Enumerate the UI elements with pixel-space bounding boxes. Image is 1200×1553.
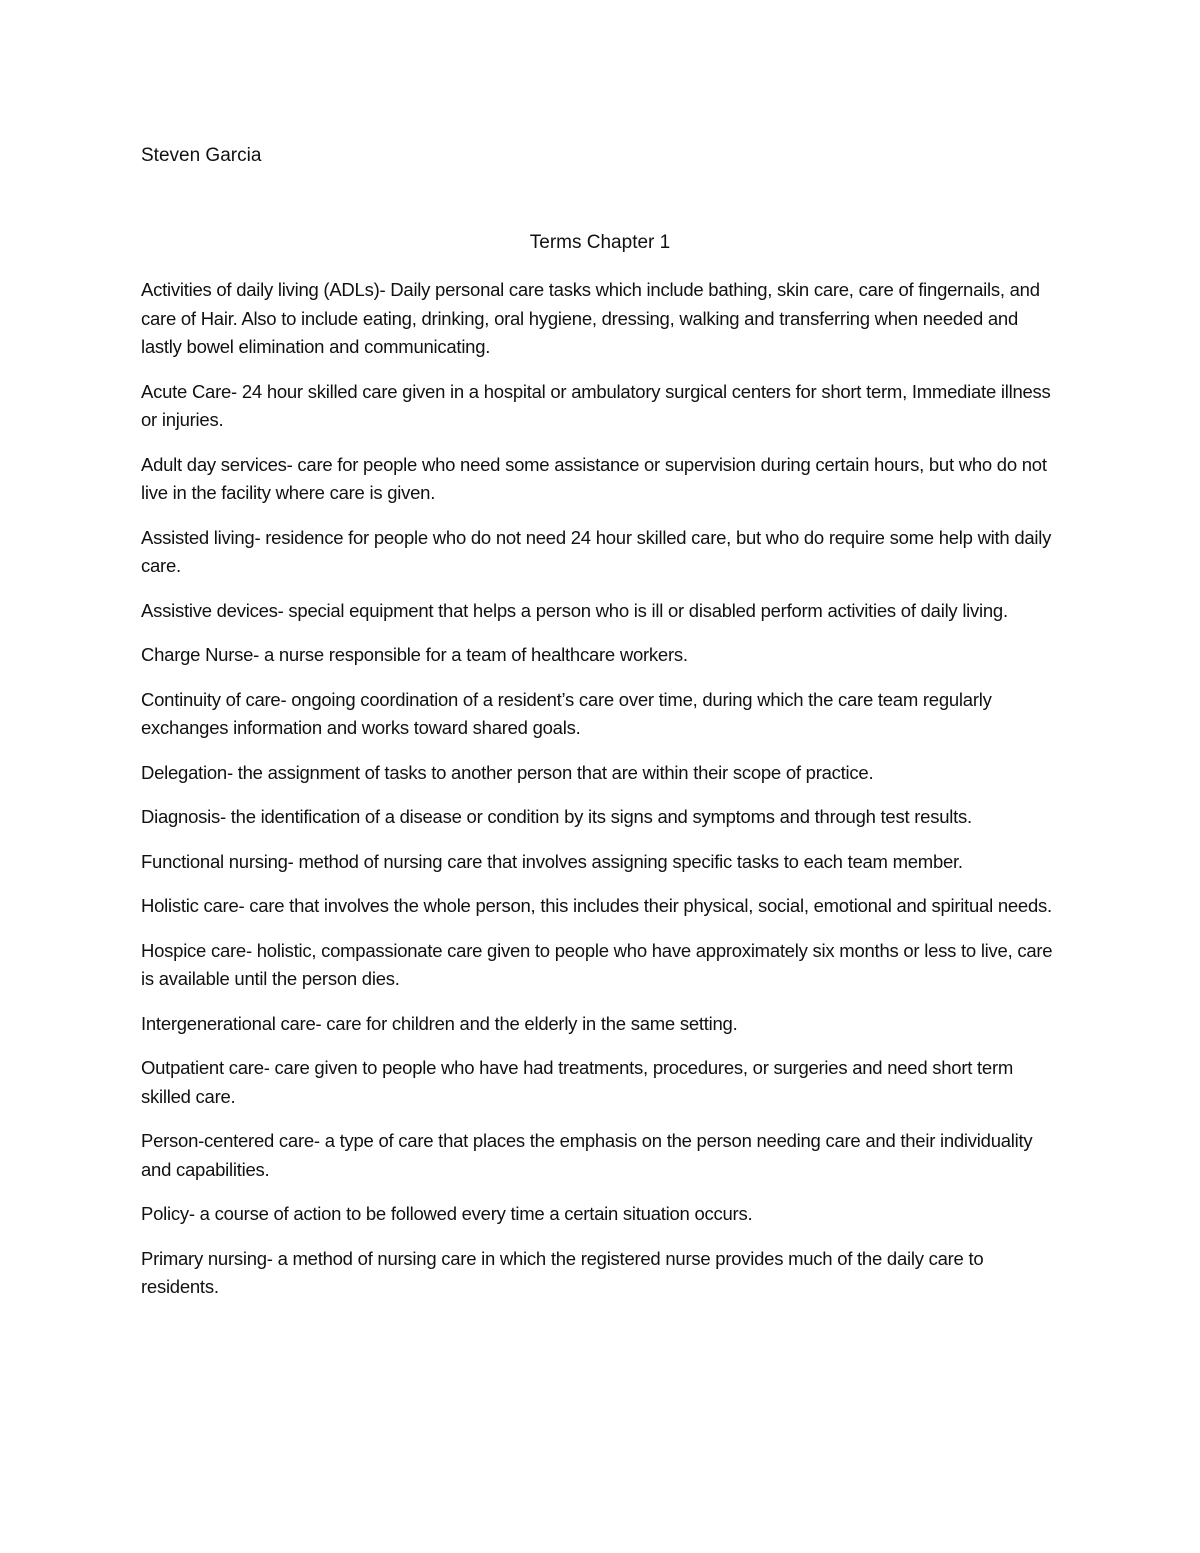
- document-title: Terms Chapter 1: [529, 232, 671, 253]
- term-definition: Hospice care- holistic, compassionate care given to people who have approximately six months or less to live, care is available until the person dies.: [141, 939, 1053, 989]
- term-definition: Holistic care- care that involves the whole person, this includes their physical, social, emotional and spiritual needs.: [141, 895, 1052, 916]
- term-definition: Outpatient care- care given to people who have had treatments, procedures, or surgeries and need short term skilled care.: [141, 1057, 1014, 1107]
- term-definition: Continuity of care- ongoing coordination of a resident’s care over time, during which the care team regularly exchanges information and works toward shared goals.: [141, 688, 992, 738]
- term-definition: Policy- a course of action to be followed every time a certain situation occurs.: [141, 1203, 753, 1224]
- term-definition: Person-centered care- a type of care that places the emphasis on the person needing care and their individuality and capabilities.: [141, 1130, 1033, 1180]
- term-definition: Adult day services- care for people who need some assistance or supervision during certain hours, but who do not live in the facility where care is given.: [141, 453, 1047, 503]
- term-definition: Delegation- the assignment of tasks to another person that are within their scope of practice.: [141, 761, 874, 783]
- term-definition: Primary nursing- a method of nursing care in which the registered nurse provides much of the daily care to residents.: [141, 1247, 984, 1297]
- term-definition: Diagnosis- the identification of a disease or condition by its signs and symptoms and through test results.: [141, 806, 972, 827]
- terms-list: [141, 276, 1061, 1318]
- author-name: Steven Garcia: [141, 145, 262, 166]
- term-definition: Activities of daily living (ADLs)- Daily personal care tasks which include bathing, skin care, care of fingernails, and care of Hair. Also to include eating, drinking, oral hygiene, dressing, walking and transferring when needed and lastly bowel elimination and communicating.: [141, 279, 1040, 357]
- term-definition: Assistive devices- special equipment that helps a person who is ill or disabled perform activities of daily living.: [141, 599, 1008, 621]
- term-definition: Charge Nurse- a nurse responsible for a team of healthcare workers.: [141, 644, 688, 665]
- term-definition: Intergenerational care- care for children and the elderly in the same setting.: [141, 1012, 738, 1034]
- term-definition: Functional nursing- method of nursing care that involves assigning specific tasks to each team member.: [141, 850, 963, 872]
- term-definition: Assisted living- residence for people who do not need 24 hour skilled care, but who do require some help with daily care.: [141, 526, 1052, 576]
- term-definition: Acute Care- 24 hour skilled care given in a hospital or ambulatory surgical centers for short term, Immediate illness or injuries.: [141, 380, 1051, 430]
